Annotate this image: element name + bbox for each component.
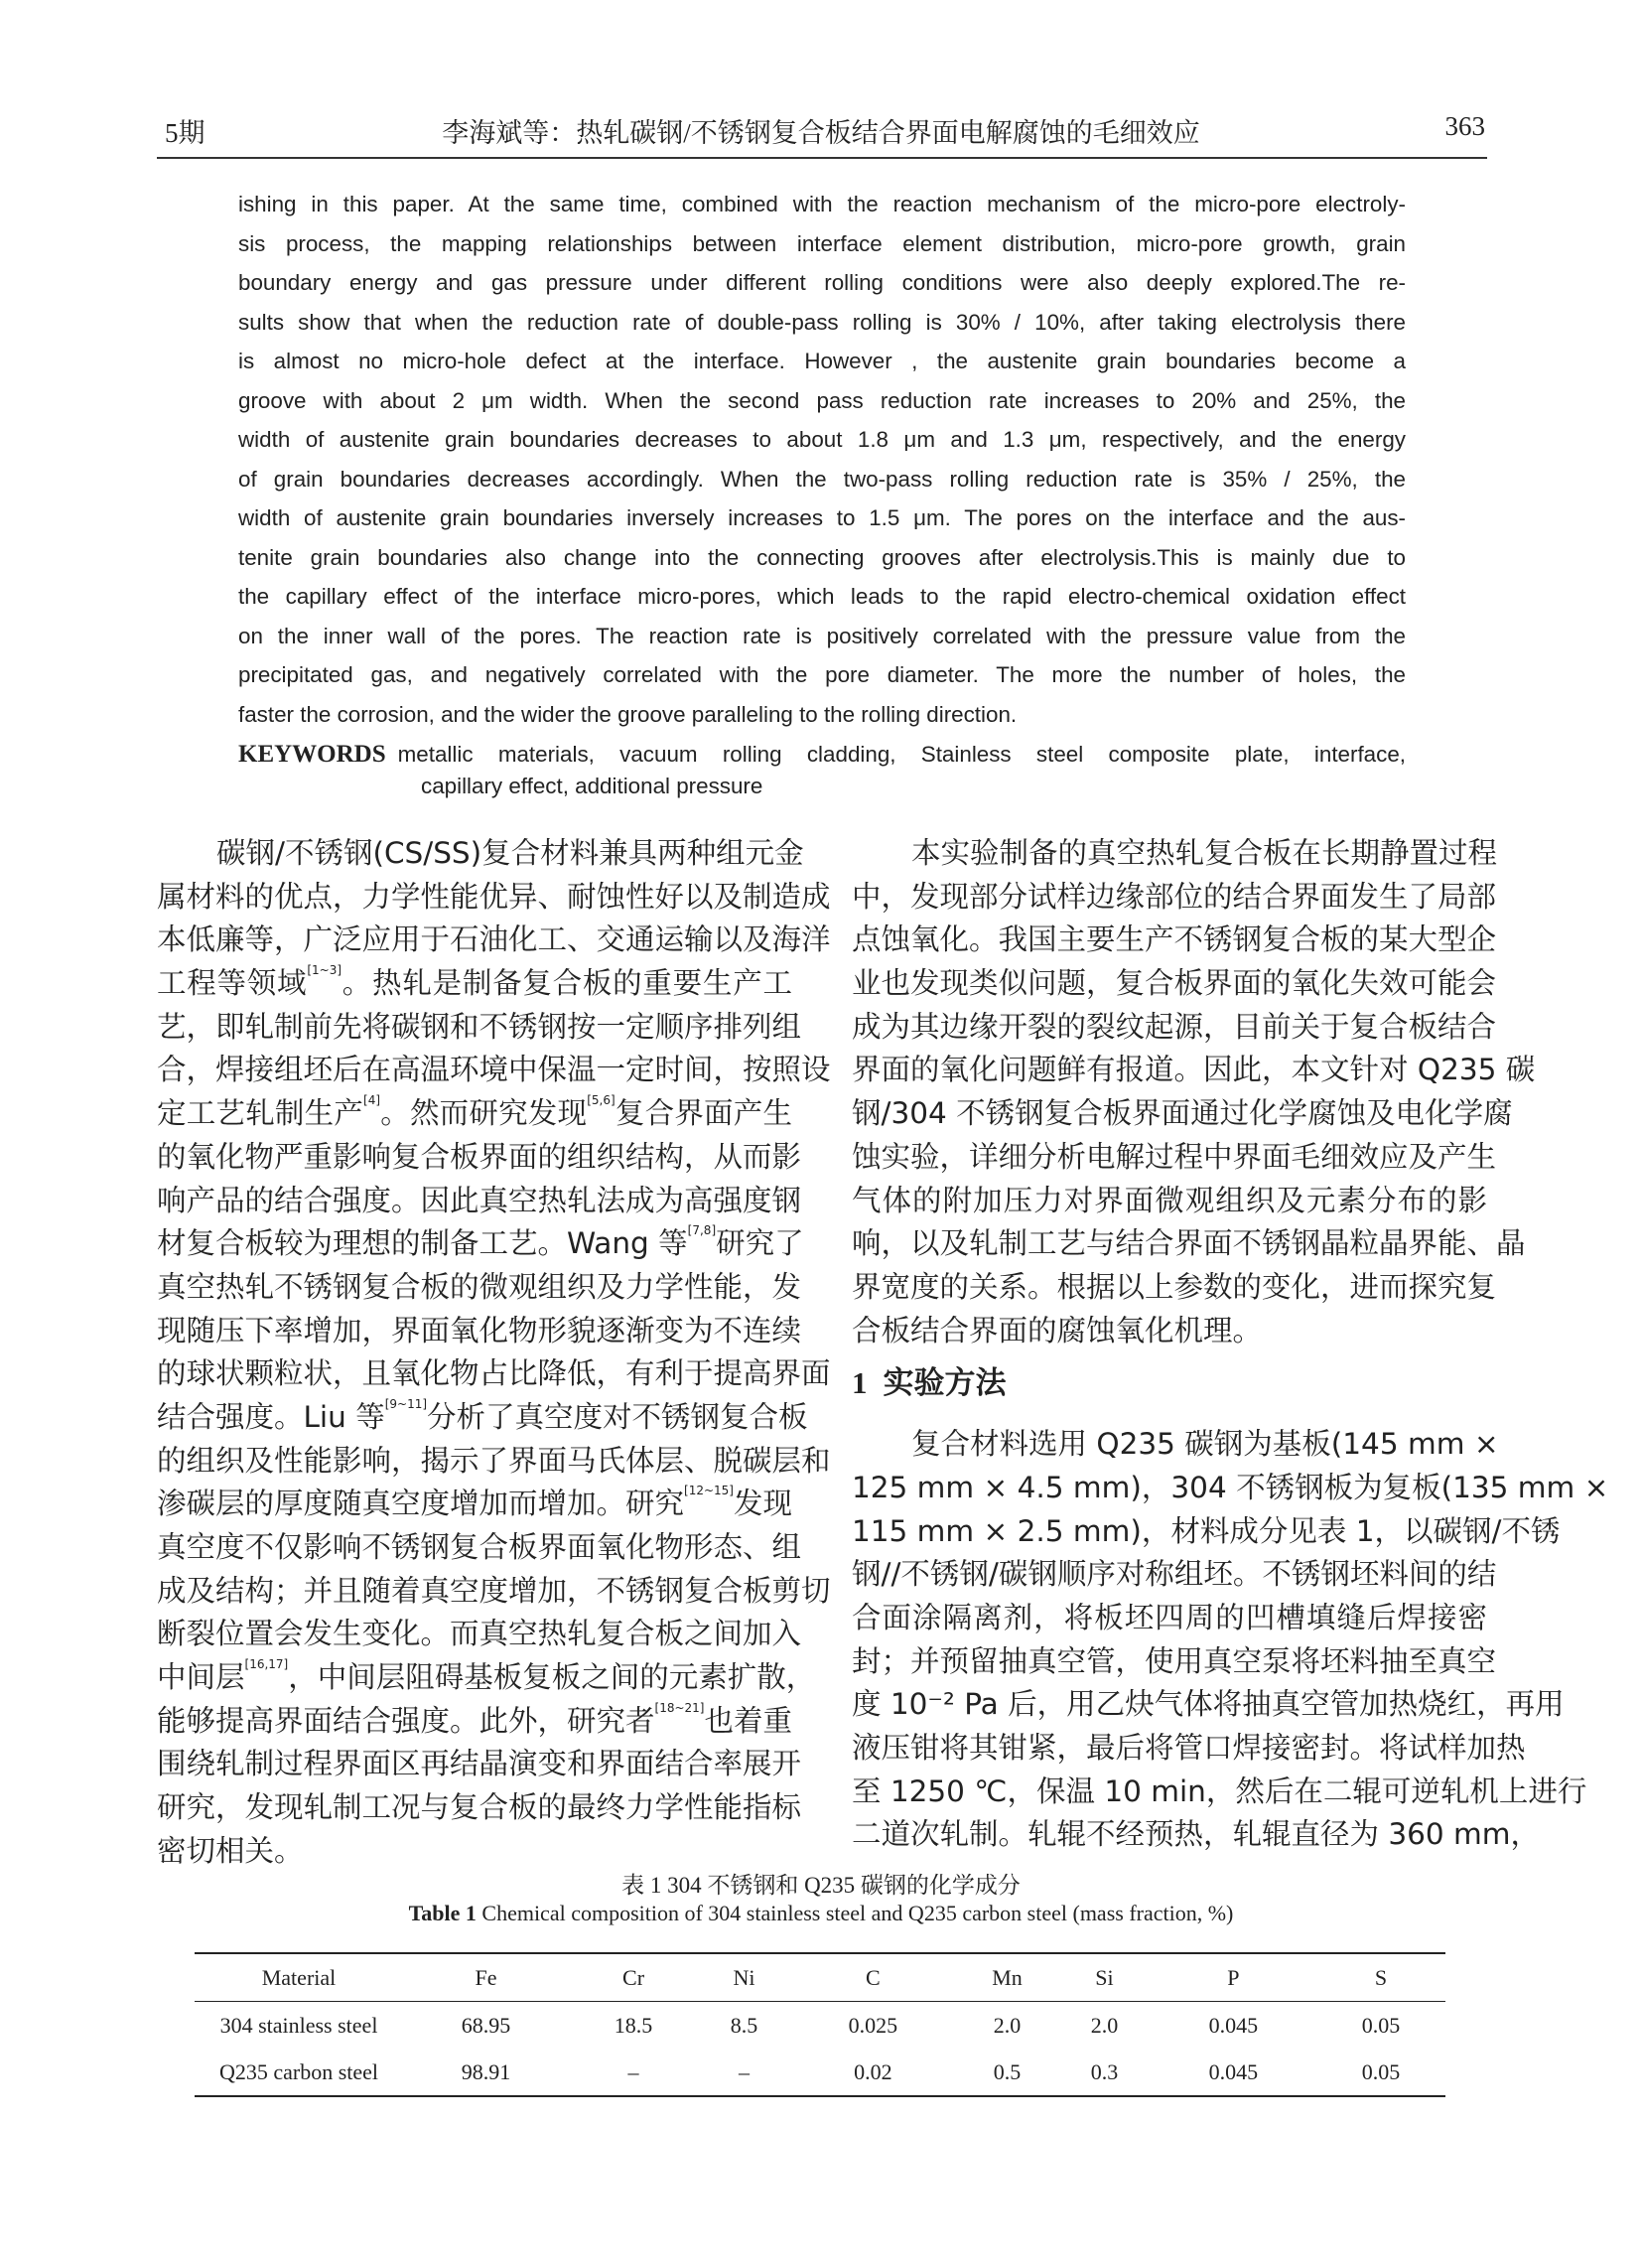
text-segment: 艺，即轧制前先将碳钢和不锈钢按一定顺序排列组 xyxy=(157,1009,802,1044)
text-segment: 响产品的结合强度。因此真空热轧法成为高强度钢 xyxy=(157,1183,802,1217)
paragraph-line: 点蚀氧化。我国主要生产不锈钢复合板的某大型企 xyxy=(852,922,1497,957)
paragraph-line xyxy=(157,876,831,920)
citation-ref: [16,17] xyxy=(244,1657,289,1672)
section-heading xyxy=(852,1361,1487,1411)
paragraph-line xyxy=(157,1526,802,1570)
paragraph-line: 钢//不锈钢/碳钢顺序对称组坯。不锈钢坯料间的结 xyxy=(852,1557,1497,1592)
left-column xyxy=(157,832,831,1874)
citation-ref: [18~21] xyxy=(654,1700,705,1715)
keywords-line-2: capillary effect, additional pressure xyxy=(421,774,763,798)
paragraph-line: 响，以及轧制工艺与结合界面不锈钢晶粒晶界能、晶 xyxy=(852,1226,1526,1261)
citation-ref: [12~15] xyxy=(684,1484,734,1498)
paragraph-line xyxy=(157,1656,816,1700)
paragraph-line xyxy=(157,1180,802,1223)
text-segment: 发现 xyxy=(733,1487,792,1521)
text-segment: 合，焊接组坯后在高温环境中保温一定时间，按照设 xyxy=(157,1053,831,1087)
paragraph-line: 合板结合界面的腐蚀氧化机理。 xyxy=(852,1313,1263,1347)
text-segment: 中间层 xyxy=(157,1660,245,1695)
abstract-line: precipitated gas, and negatively correlated with the pore diameter. The more the number of holes, the xyxy=(238,662,1406,687)
paragraph-line xyxy=(157,1570,831,1614)
table-cell: 304 stainless steel xyxy=(219,2012,378,2038)
table-caption-label: Table 1 xyxy=(408,1901,477,1925)
text-segment: 现随压下率增加，界面氧化物形貌逐渐变为不连续 xyxy=(157,1313,802,1347)
paragraph-line: 二道次轧制。轧辊不经预热，轧辊直径为 360 mm， xyxy=(852,1817,1541,1852)
paragraph-line: 度 10⁻² Pa 后，用乙炔气体将抽真空管加热烧红，再用 xyxy=(852,1687,1565,1722)
text-segment: 定工艺轧制生产 xyxy=(157,1096,364,1131)
citation-ref: [5,6] xyxy=(587,1093,616,1108)
text-segment: 能够提高界面结合强度。此外，研究者 xyxy=(157,1703,655,1738)
paragraph-line: 蚀实验，详细分析电解过程中界面毛细效应及产生 xyxy=(852,1139,1497,1174)
abstract-line: is almost no micro-hole defect at the interface. However , the austenite grain boundaries become a xyxy=(238,349,1406,373)
text-segment: 本低廉等，广泛应用于石油化工、交通运输以及海洋 xyxy=(157,922,831,957)
text-segment: ，中间层阻碍基板复板之间的元素扩散， xyxy=(288,1660,816,1695)
abstract-line: width of austenite grain boundaries inversely increases to 1.5 μm. The pores on the interface and the aus- xyxy=(238,505,1406,530)
table-header-cell: Si xyxy=(1095,1964,1114,1990)
text-segment: 的组织及性能影响，揭示了界面马氏体层、脱碳层和 xyxy=(157,1443,831,1478)
table-cell: 8.5 xyxy=(730,2012,758,2038)
keywords-block xyxy=(238,739,1406,802)
table-cell: 0.02 xyxy=(854,2058,892,2084)
keywords-text-1: metallic materials, vacuum rolling cladding, Stainless steel composite plate, interface, xyxy=(397,742,1406,767)
citation-ref: [9~11] xyxy=(384,1396,428,1411)
table-caption-en xyxy=(0,1901,1642,1926)
table-header-row xyxy=(195,1953,1445,2002)
table-header-cell: Cr xyxy=(622,1964,645,1990)
chemical-composition-table xyxy=(195,1952,1445,2097)
section-title: 实验方法 xyxy=(883,1365,1007,1402)
table-cell: Q235 carbon steel xyxy=(218,2058,379,2084)
abstract-line: of grain boundaries decreases accordingly. When the two-pass rolling reduction rate is 35% / 25%, the xyxy=(238,466,1406,492)
text-segment: 围绕轧制过程界面区再结晶演变和界面结合率展开 xyxy=(157,1747,802,1781)
paragraph-line xyxy=(157,1136,802,1180)
keywords-line-1 xyxy=(238,739,1406,771)
paragraph-line xyxy=(157,1310,802,1353)
citation-ref: [4] xyxy=(363,1093,381,1108)
abstract-line: width of austenite grain boundaries decreases to about 1.8 μm and 1.3 μm, respectively, and the energy xyxy=(238,427,1406,452)
table-cell: 0.05 xyxy=(1361,2058,1401,2084)
abstract-line: sis process, the mapping relationships between interface element distribution, micro-pore growth, grain xyxy=(238,230,1406,256)
text-segment: 密切相关。 xyxy=(157,1833,304,1868)
text-segment: 真空度不仅影响不锈钢复合板界面氧化物形态、组 xyxy=(157,1530,802,1564)
text-segment: 断裂位置会发生变化。而真空热轧复合板之间加入 xyxy=(157,1617,802,1651)
running-title: 李海斌等：热轧碳钢/不锈钢复合板结合界面电解腐蚀的毛细效应 xyxy=(442,118,1200,148)
text-segment: 材复合板较为理想的制备工艺。Wang 等 xyxy=(157,1226,688,1261)
paragraph-line xyxy=(157,1700,792,1744)
table-cell: – xyxy=(738,2058,750,2084)
paragraph-line xyxy=(157,1440,831,1484)
table-row xyxy=(195,2002,1445,2050)
text-segment: 研究了 xyxy=(716,1226,804,1261)
text-segment: 研究，发现轧制工况与复合板的最终力学性能指标 xyxy=(157,1790,802,1825)
right-column-intro xyxy=(852,832,1536,1352)
table-header-cell: Material xyxy=(261,1964,337,1990)
paragraph-line: 中，发现部分试样边缘部位的结合界面发生了局部 xyxy=(852,879,1497,914)
paragraph-line: 界宽度的关系。根据以上参数的变化，进而探究复 xyxy=(852,1269,1497,1304)
paragraph-line xyxy=(157,1743,802,1786)
table-cell: 18.5 xyxy=(614,2012,653,2038)
paragraph-line: 复合材料选用 Q235 碳钢为基板(145 mm × xyxy=(911,1427,1499,1462)
paragraph-line xyxy=(157,1396,808,1440)
paragraph-line xyxy=(157,1049,831,1092)
text-segment: 也着重 xyxy=(704,1703,792,1738)
text-segment: 的球状颗粒状，且氧化物占比降低，有利于提高界面 xyxy=(157,1356,831,1391)
text-segment: 属材料的优点，力学性能优异、耐蚀性好以及制造成 xyxy=(157,879,831,914)
table-cell: 0.5 xyxy=(993,2058,1022,2084)
paragraph-line xyxy=(157,1786,802,1830)
paragraph-line xyxy=(157,1613,802,1656)
abstract-line: groove with about 2 μm width. When the second pass reduction rate increases to 20% and 25%, the xyxy=(238,387,1406,413)
abstract-line: on the inner wall of the pores. The reaction rate is positively correlated with the pressure value from the xyxy=(238,623,1406,648)
paragraph-line xyxy=(157,832,804,876)
text-segment: 成及结构；并且随着真空度增加，不锈钢复合板剪切 xyxy=(157,1573,831,1608)
table-cell: 0.3 xyxy=(1090,2058,1119,2084)
table-caption-text: Chemical composition of 304 stainless steel and Q235 carbon steel (mass fraction, %) xyxy=(476,1901,1234,1925)
paragraph-line: 本实验制备的真空热轧复合板在长期静置过程 xyxy=(911,836,1498,870)
abstract-line: ishing in this paper. At the same time, combined with the reaction mechanism of the micro-pore electroly- xyxy=(238,192,1406,216)
text-segment: 复合界面产生 xyxy=(615,1096,792,1131)
table-cell: 2.0 xyxy=(993,2012,1022,2038)
abstract-line: tenite grain boundaries also change into the connecting grooves after electrolysis.This is mainly due to xyxy=(238,544,1406,570)
paragraph-line: 封；并预留抽真空管，使用真空泵将坯料抽至真空 xyxy=(852,1643,1497,1678)
table-cell: 0.045 xyxy=(1208,2012,1259,2038)
paragraph-line: 钢/304 不锈钢复合板界面通过化学腐蚀及电化学腐 xyxy=(852,1096,1513,1131)
citation-ref: [1~3] xyxy=(307,963,342,978)
table-cell: 0.05 xyxy=(1361,2012,1401,2038)
paragraph-line: 成为其边缘开裂的裂纹起源，目前关于复合板结合 xyxy=(852,1009,1497,1044)
paragraph-line: 气体的附加压力对界面微观组织及元素分布的影 xyxy=(852,1183,1487,1217)
paragraph-line xyxy=(157,1092,792,1136)
abstract-line: boundary energy and gas pressure under different rolling conditions were also deeply explored.The re- xyxy=(238,270,1406,295)
paragraph-line xyxy=(157,1483,792,1526)
table-header-cell: P xyxy=(1227,1964,1240,1990)
table-row xyxy=(195,2049,1445,2096)
table-cell: 98.91 xyxy=(461,2058,511,2084)
header-rule xyxy=(157,157,1487,159)
text-segment: 渗碳层的厚度随真空度增加而增加。研究 xyxy=(157,1487,685,1521)
issue-number: 5期 xyxy=(165,118,205,148)
abstract-line: the capillary effect of the interface micro-pores, which leads to the rapid electro-chemical oxidation effect xyxy=(238,584,1406,609)
paragraph-line: 125 mm × 4.5 mm)，304 不锈钢板为复板(135 mm × xyxy=(852,1470,1609,1504)
page-number: 363 xyxy=(1444,111,1485,141)
paragraph-line xyxy=(157,962,792,1006)
paragraph-line: 115 mm × 2.5 mm)，材料成分见表 1，以碳钢/不锈 xyxy=(852,1513,1561,1548)
keywords-label: KEYWORDS xyxy=(238,741,386,768)
paragraph-line xyxy=(157,919,831,962)
abstract-english xyxy=(238,185,1406,734)
paragraph-line: 液压钳将其钳紧，最后将管口焊接密封。将试样加热 xyxy=(852,1731,1526,1766)
text-segment: 分析了真空度对不锈钢复合板 xyxy=(427,1399,808,1434)
table-header-cell: Fe xyxy=(475,1964,497,1990)
paragraph-line: 业也发现类似问题，复合板界面的氧化失效可能会 xyxy=(852,966,1497,1001)
table-header-cell: S xyxy=(1374,1964,1388,1990)
text-segment: 真空热轧不锈钢复合板的微观组织及力学性能，发 xyxy=(157,1269,802,1304)
text-segment: 结合强度。Liu 等 xyxy=(157,1399,385,1434)
paragraph-line: 合面涂隔离剂，将板坯四周的凹槽填缝后焊接密 xyxy=(852,1601,1487,1634)
table-cell: 68.95 xyxy=(461,2012,511,2038)
table-cell: 0.045 xyxy=(1208,2058,1259,2084)
paragraph-line: 界面的氧化问题鲜有报道。因此，本文针对 Q235 碳 xyxy=(852,1053,1536,1087)
section-number: 1 xyxy=(852,1365,868,1401)
citation-ref: [7,8] xyxy=(687,1223,717,1238)
abstract-line: faster the corrosion, and the wider the groove paralleling to the rolling direction. xyxy=(238,701,1018,727)
paragraph-line xyxy=(157,1352,831,1396)
table-cell: 2.0 xyxy=(1090,2012,1119,2038)
table-cell: – xyxy=(627,2058,639,2084)
paragraph-line: 至 1250 ℃，保温 10 min，然后在二辊可逆轧机上进行 xyxy=(852,1773,1587,1808)
text-segment: 工程等领域 xyxy=(157,966,308,1001)
table-header-cell: Mn xyxy=(992,1964,1023,1990)
paragraph-line xyxy=(157,1006,802,1050)
text-segment: 的氧化物严重影响复合板界面的组织结构，从而影 xyxy=(157,1139,802,1174)
table-header-cell: C xyxy=(866,1964,881,1990)
right-column-method xyxy=(852,1423,1609,1857)
paragraph-line xyxy=(157,1222,804,1266)
paragraph-line xyxy=(157,1266,802,1310)
right-column xyxy=(852,832,1609,1857)
table-header-cell: Ni xyxy=(733,1964,755,1990)
text-segment: 碳钢/不锈钢(CS/SS)复合材料兼具两种组元金 xyxy=(216,836,804,870)
text-segment: 。热轧是制备复合板的重要生产工 xyxy=(342,966,792,1001)
table-body xyxy=(195,2002,1445,2097)
table-cell: 0.025 xyxy=(848,2012,898,2038)
abstract-line: sults show that when the reduction rate of double-pass rolling is 30% / 10%, after taking electrolysis there xyxy=(238,309,1406,335)
text-segment: 。然而研究发现 xyxy=(380,1096,588,1131)
table-caption-cn: 表 1 304 不锈钢和 Q235 碳钢的化学成分 xyxy=(621,1873,1021,1898)
